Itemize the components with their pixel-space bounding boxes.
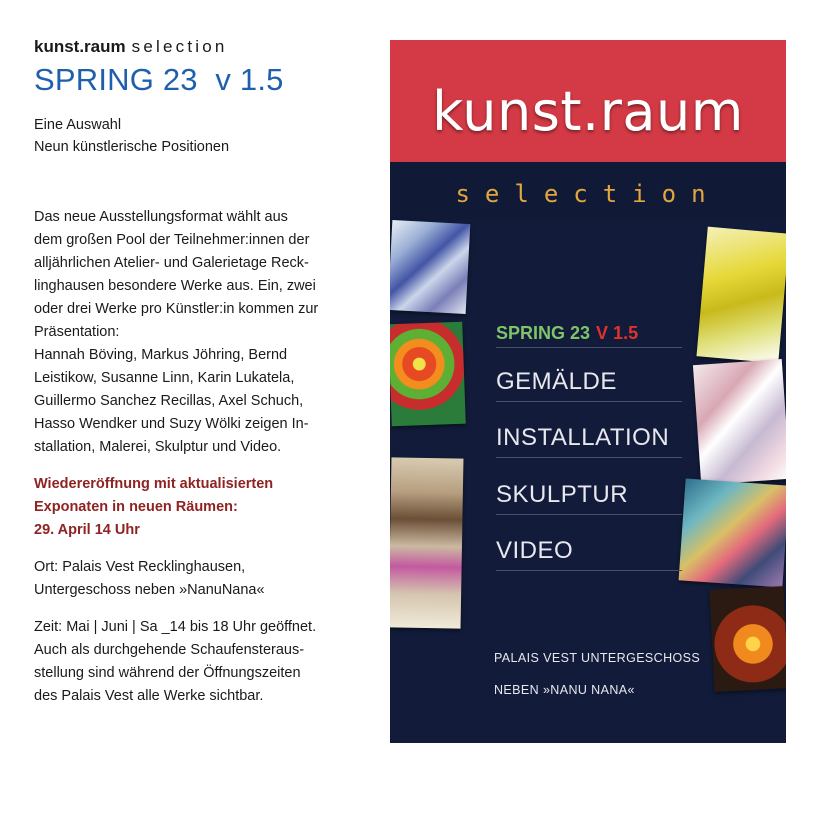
artwork-thumbnail (390, 322, 466, 427)
location-line: Untergeschoss neben »NanuNana« (34, 582, 265, 598)
poster-spring (496, 323, 638, 344)
poster-footer-line: PALAIS VEST UNTERGESCHOSS (494, 651, 701, 665)
hours-line: Zeit: Mai | Juni | Sa _14 bis 18 Uhr geöffnet. (34, 619, 317, 635)
reopening-line: Wiedereröffnung mit aktualisierten (34, 476, 274, 492)
description-line: Leistikow, Susanne Linn, Karin Lukatela, (34, 370, 295, 386)
location-line: Ort: Palais Vest Recklinghausen, (34, 559, 246, 575)
info-column (34, 36, 374, 708)
brand-sub: selection (131, 37, 228, 56)
page-title: SPRING 23 v 1.5 (34, 62, 284, 97)
poster-menu-item: INSTALLATION (496, 424, 670, 451)
description-line: Hannah Böving, Markus Jöhring, Bernd (34, 347, 288, 363)
artwork-thumbnail (390, 220, 470, 314)
poster-menu-item: VIDEO (496, 537, 574, 564)
description-line: stallation, Malerei, Skulptur und Video. (34, 439, 282, 455)
hours-line: Auch als durchgehende Schaufensteraus- (34, 642, 305, 658)
description-line: linghausen besondere Werke aus. Ein, zwei (34, 278, 316, 294)
subtitle (34, 114, 374, 158)
poster-spring-label: SPRING 23 (496, 323, 591, 343)
brand-line (34, 36, 374, 58)
divider (496, 457, 682, 458)
reopening-line: 29. April 14 Uhr (34, 522, 140, 538)
divider (496, 570, 682, 571)
description-line: Guillermo Sanchez Recillas, Axel Schuch, (34, 393, 304, 409)
description-line: dem großen Pool der Teilnehmer:innen der (34, 232, 310, 248)
reopening-notice (34, 473, 374, 542)
description (34, 206, 374, 459)
description-line: Präsentation: (34, 324, 120, 340)
description-line: oder drei Werke pro Künstler:in kommen zur (34, 301, 319, 317)
divider (496, 347, 682, 348)
exhibition-poster (390, 40, 786, 743)
location (34, 556, 374, 602)
artwork-thumbnail (696, 227, 786, 364)
reopening-line: Exponaten in neuen Räumen: (34, 499, 238, 515)
divider (496, 514, 682, 515)
artwork-thumbnail (709, 586, 786, 692)
poster-menu-item: GEMÄLDE (496, 368, 617, 395)
poster-menu-item: SKULPTUR (496, 481, 629, 508)
description-line: alljährlichen Atelier- und Galerietage Reck- (34, 255, 309, 271)
subtitle-line: Neun künstlerische Positionen (34, 139, 230, 155)
poster-version: V 1.5 (596, 323, 639, 343)
poster-selection: selection (455, 180, 721, 208)
description-line: Hasso Wendker und Suzy Wölki zeigen In- (34, 416, 309, 432)
poster-logo: kunst.raum (432, 80, 744, 143)
artwork-thumbnail (679, 478, 786, 587)
hours-line: des Palais Vest alle Werke sichtbar. (34, 688, 264, 704)
poster-footer-line: NEBEN »NANU NANA« (494, 683, 635, 697)
artwork-thumbnail (693, 359, 786, 485)
subtitle-line: Eine Auswahl (34, 117, 122, 133)
divider (496, 401, 682, 402)
opening-hours (34, 616, 374, 708)
artwork-thumbnail (390, 457, 463, 628)
description-line: Das neue Ausstellungsformat wählt aus (34, 209, 288, 225)
hours-line: stellung sind während der Öffnungszeiten (34, 665, 301, 681)
brand-name: kunst.raum (34, 37, 126, 56)
